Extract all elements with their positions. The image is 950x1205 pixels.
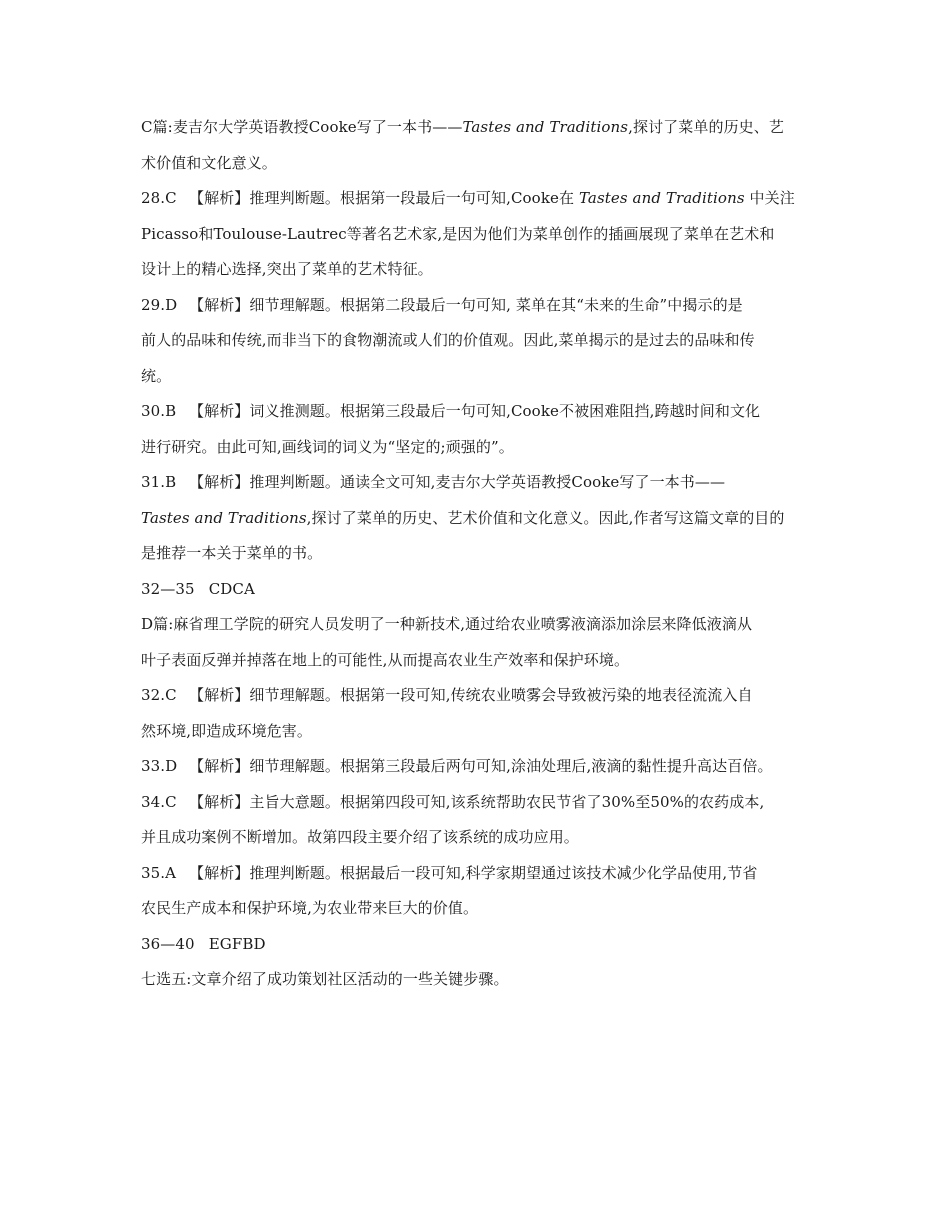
section-c-intro-text-cont: ,探讨了菜单的历史、艺	[628, 118, 784, 136]
q33-text: 细节理解题。根据第三段最后两句可知,涂油处理后,液滴的黏性提升高达百倍。	[249, 757, 773, 775]
section-d-intro-line-1	[141, 607, 831, 643]
book-title: Tastes and Traditions	[462, 118, 629, 136]
q31-text-line-2: ,探讨了菜单的历史、艺术价值和文化意义。因此,作者写这篇文章的目的	[306, 508, 785, 527]
q28-text-line-2: Picasso和Toulouse-Lautrec等著名艺术家,是因为他们为菜单创作的插画展现了菜单在艺术和	[141, 224, 775, 243]
q35-line-2	[141, 891, 831, 927]
q29-number: 29.D	[141, 295, 178, 314]
q34-line-2	[141, 820, 831, 856]
q30-text-line-2: 进行研究。由此可知,画线词的词义为“坚定的;顽强的”。	[141, 437, 514, 456]
q28-line-3	[141, 252, 831, 288]
q35-line-1	[141, 856, 831, 892]
answer-key-content	[141, 110, 831, 998]
q28-book-title: Tastes and Traditions	[578, 189, 745, 207]
q33-line-1	[141, 749, 831, 785]
answers-32-35	[141, 572, 831, 608]
q32-text: 细节理解题。根据第一段可知,传统农业喷雾会导致被污染的地表径流流入自	[249, 686, 753, 704]
q28-line-2	[141, 217, 831, 253]
q28-line-1	[141, 181, 831, 217]
q30-line-1	[141, 394, 831, 430]
q28-text-cont: 中关注	[749, 189, 795, 207]
seven-choose-five-intro	[141, 962, 831, 998]
q30-line-2	[141, 430, 831, 466]
q29-text-line-2: 前人的品味和传统,而非当下的食物潮流或人们的价值观。因此,菜单揭示的是过去的品味和传	[141, 331, 755, 349]
q29-text: 细节理解题。根据第二段最后一句可知, 菜单在其“未来的生命”中揭示的是	[249, 295, 743, 314]
answers-32-35-range: 32—35	[141, 579, 195, 598]
q32-number: 32.C	[141, 686, 177, 704]
q28-text-line-3: 设计上的精心选择,突出了菜单的艺术特征。	[141, 260, 433, 278]
q34-text-line-2: 并且成功案例不断增加。故第四段主要介绍了该系统的成功应用。	[141, 828, 579, 846]
q35-analysis-tag: 【解析】	[189, 863, 250, 882]
section-c-intro-line-2	[141, 146, 831, 182]
q35-number: 35.A	[141, 863, 177, 882]
answers-32-35-letters: CDCA	[208, 579, 255, 598]
answers-36-40	[141, 927, 831, 963]
q35-text-line-2: 农民生产成本和保护环境,为农业带来巨大的价值。	[141, 899, 479, 917]
q31-line-2	[141, 501, 831, 537]
q29-line-1	[141, 288, 831, 324]
q31-analysis-tag: 【解析】	[189, 473, 250, 491]
q29-analysis-tag: 【解析】	[189, 295, 250, 314]
q30-analysis-tag: 【解析】	[189, 402, 250, 420]
q32-analysis-tag: 【解析】	[189, 686, 250, 704]
q34-analysis-tag: 【解析】	[189, 792, 250, 811]
q31-line-1	[141, 465, 831, 501]
q30-text: 词义推测题。根据第三段最后一句可知,Cooke不被困难阻挡,跨越时间和文化	[249, 402, 761, 420]
q29-text-line-3: 统。	[141, 366, 172, 385]
section-c-intro-line-1	[141, 110, 831, 146]
q32-line-2	[141, 714, 831, 750]
q32-line-1	[141, 678, 831, 714]
answers-36-40-letters: EGFBD	[208, 934, 266, 953]
q29-line-3	[141, 359, 831, 395]
q35-text: 推理判断题。根据最后一段可知,科学家期望通过该技术减少化学品使用,节省	[249, 863, 758, 882]
q33-number: 33.D	[141, 757, 178, 775]
answers-36-40-range: 36—40	[141, 934, 195, 953]
q28-analysis-tag: 【解析】	[189, 189, 250, 207]
section-d-intro-line-2	[141, 643, 831, 679]
q31-book-title: Tastes and Traditions	[141, 508, 307, 527]
q31-number: 31.B	[141, 473, 177, 491]
section-c-intro-text-end: 术价值和文化意义。	[141, 153, 277, 172]
q31-text-line-3: 是推荐一本关于菜单的书。	[141, 544, 323, 562]
seven-choose-five-text: 七选五:文章介绍了成功策划社区活动的一些关键步骤。	[141, 970, 509, 988]
q34-line-1	[141, 785, 831, 821]
section-d-intro-text-end: 叶子表面反弹并掉落在地上的可能性,从而提高农业生产效率和保护环境。	[141, 650, 630, 669]
q34-number: 34.C	[141, 792, 177, 811]
section-c-intro-text: C篇:麦吉尔大学英语教授Cooke写了一本书——	[141, 118, 463, 136]
q31-line-3	[141, 536, 831, 572]
q29-line-2	[141, 323, 831, 359]
section-d-intro-text: D篇:麻省理工学院的研究人员发明了一种新技术,通过给农业喷雾液滴添加涂层来降低液滴从	[141, 615, 753, 633]
q33-analysis-tag: 【解析】	[189, 757, 250, 775]
q28-text: 推理判断题。根据第一段最后一句可知,Cooke在	[249, 189, 575, 207]
q32-text-line-2: 然环境,即造成环境危害。	[141, 721, 312, 740]
q31-text: 推理判断题。通读全文可知,麦吉尔大学英语教授Cooke写了一本书——	[249, 473, 726, 491]
q34-text: 主旨大意题。根据第四段可知,该系统帮助农民节省了30%至50%的农药成本,	[249, 792, 765, 811]
q30-number: 30.B	[141, 402, 177, 420]
q28-number: 28.C	[141, 189, 177, 207]
